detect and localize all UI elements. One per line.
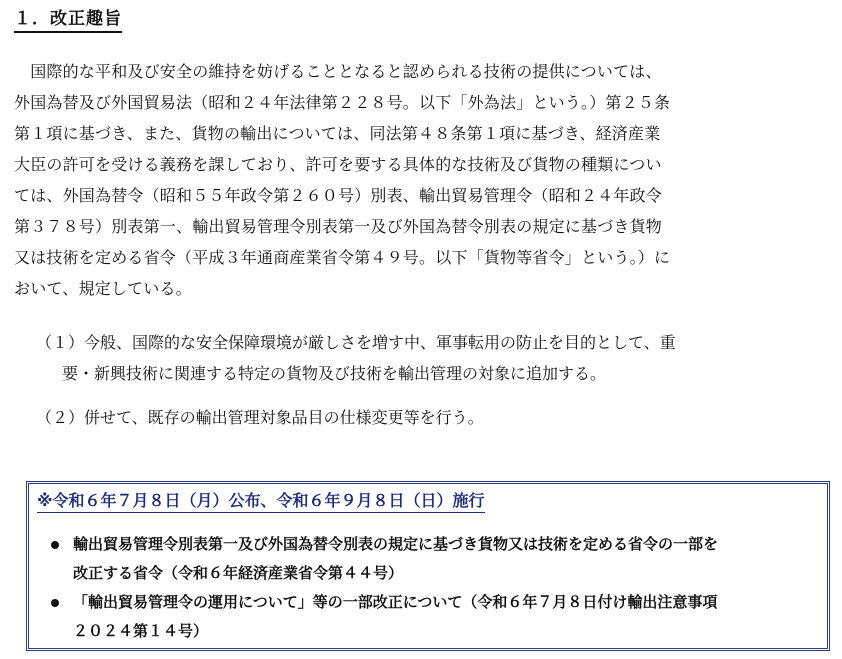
bullet-line: ２０２４第１４号） [73,622,209,640]
paragraph-line: 大臣の許可を受ける義務を課しており、許可を要する具体的な技術及び貨物の種類につい [14,155,662,174]
numbered-item-1 [36,327,826,389]
bullet-line: 輸出貿易管理令別表第一及び外国為替令別表の規定に基づき貨物又は技術を定める省令の一部を [73,535,719,553]
paragraph-line: 又は技術を定める省令（平成３年通商産業省令第４９号。以下「貨物等省令」という。）に [14,248,671,267]
intro-paragraph [14,56,824,304]
list-item [41,588,821,646]
notice-box [26,481,830,651]
paragraph-line: ては、外国為替令（昭和５５年政令第２６０号）別表、輸出貿易管理令（昭和２４年政令 [14,186,663,205]
list-item [41,530,821,588]
paragraph-line: おいて、規定している。 [14,279,192,298]
bullet-dot-icon [51,599,59,607]
notice-bullet-list [41,530,821,646]
paragraph-line: 第３７８号）別表第一、輸出貿易管理令別表第一及び外国為替令別表の規定に基づき貨物 [14,217,663,236]
bullet-line: 改正する省令（令和６年経済産業省令第４４号） [73,564,404,582]
paragraph-line: 第１項に基づき、また、貨物の輸出については、同法第４８条第１項に基づき、経済産業 [14,124,661,143]
item-line: （１）今般、国際的な安全保障環境が厳しさを増す中、軍事転用の防止を目的として、重 [36,333,676,352]
item-line: 要・新興技術に関連する特定の貨物及び技術を輸出管理の対象に追加する。 [62,364,607,383]
item-line: （２）併せて、既存の輸出管理対象品目の仕様変更等を行う。 [36,408,484,427]
section-heading: １．改正趣旨 [14,8,122,33]
notice-title: ※令和６年７月８日（月）公布、令和６年９月８日（日）施行 [37,490,485,513]
bullet-line: 「輸出貿易管理令の運用について」等の一部改正について（令和６年７月８日付け輸出注意事項 [73,593,718,611]
paragraph-line: 国際的な平和及び安全の維持を妨げることとなると認められる技術の提供については、 [14,62,662,81]
numbered-item-2 [36,402,826,433]
bullet-dot-icon [51,541,59,549]
paragraph-line: 外国為替及び外国貿易法（昭和２４年法律第２２８号。以下「外為法」という。）第２５条 [14,93,671,112]
